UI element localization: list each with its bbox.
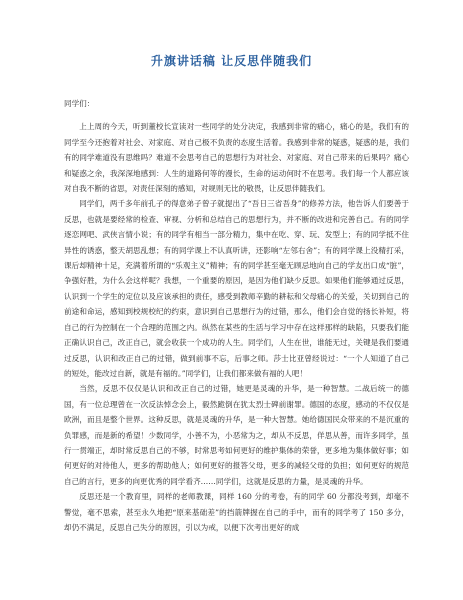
paragraph-3: 当然，反思不仅仅是认识和改正自己的过错，她更是灵魂的升华，是一种智慧。二战后统一的德国，有一位总理曾在一次反法悼念会上，毅然跪倒在犹太烈士碑前谢罪。德国的态度，感动的不仅仅是欧洲，而且是整个世界。这种反思，就是灵魂的升华，是一种大智慧。她给德国民众带来的不是沉重的负罪感，而是新的希望！少数同学，小善不为，小恶常为之，却从不反思，佯思从善，而许多同学，虽行一贯端正，却时常反思自己的不够，时常思考如何更好的维护集体的荣誉，更多地为集体做好事；如何更好的对待他人，更多的帮助他人；如何更好的报答父母，更多的减轻父母的负担；如何更好的规范自己的言行，更多的向更优秀的同学看齐……同学们，这就是反思的力量，是灵魂的升华。 — [64, 384, 409, 486]
salutation: 同学们： — [64, 99, 95, 108]
paragraph-1: 上上周的今天，听到董校长宣读对一些同学的处分决定，我感到非常的痛心，痛心的是，我们有的同学至今还抱着对社会、对家庭、对自己极不负责的态度生活着。我感到非常的疑惑，疑惑的是，我们有的同学难道没有思维吗？难道不会思考自己的思想行为对社会、对家庭、对自己带来的后果吗？痛心和疑惑之余，我深深地感到：人生的道路何等的漫长，生命的运动何时不在思考。我们每一个人都应该对自我不断的省思，对责任深刻的感知，对规则无比的敬畏，让反思伴随我们。 — [64, 122, 409, 194]
page-title: 升旗讲话稿 让反思伴随我们 — [150, 54, 313, 68]
paragraph-2: 同学们，两千多年前孔子的得意弟子曾子就提出了“吾日三省吾身”的修养方法，他告诉人们要善于反思，也就是要经常的检查、审视、分析和总结自己的思想行为，并不断的改进和完善自己。有的同学逐恋网吧、武侠言情小说；有的同学有相当一部分精力，集中在吃、穿、玩、发型上；有的同学抵不住异性的诱惑，整天胡思乱想；有的同学课上不认真听讲，还影响“左邻右舍”；有的同学课上没精打采，课后却精神十足，充满着所谓的“乐观主义”精神；有的同学甚至毫无顾忌地向自己的学友出口成“脏”，争强好胜，为什么会这样呢？我想，一个重要的原因，是因为他们缺少反思。如果他们能够通过反思，认识到一个学生的定位以及应该承担的责任，感受到教师辛勤的耕耘和父母痛心的关爱，关切到自己的前途和命运，感知到校规校纪的约束，意识到自己思想行为的过错，那么，他们会自觉的扬长补短，将自己的行为控制在一个合理的范围之内。纵然在某些的生活与学习中存在这样那样的缺陷，只要我们能正确认识自己，改正自己，就会收获一个成功的人生。同学们，人生在世，谁能无过，关键是我们要通过反思，认识和改正自己的过错，做到前事不忘，后事之师。莎士比亚曾经说过：“一个人知道了自己的短处，能改过自新，就是有福的。”同学们，让我们都来做有福的人吧！ — [64, 199, 409, 378]
document-body — [64, 96, 409, 535]
paragraph-4: 反思还是一个教育里，同样的老师教课，同样 160 分的考卷，有的同学 60 分都没考到，却毫不警觉，毫不思索，甚至永久地把“原来基础差”的挡箭牌握在自己的手中，而有的同学考了 150 多分，却仍不满足，反思自己失分的原因，引以为戒，以便下次考出更好的成 — [64, 492, 409, 532]
